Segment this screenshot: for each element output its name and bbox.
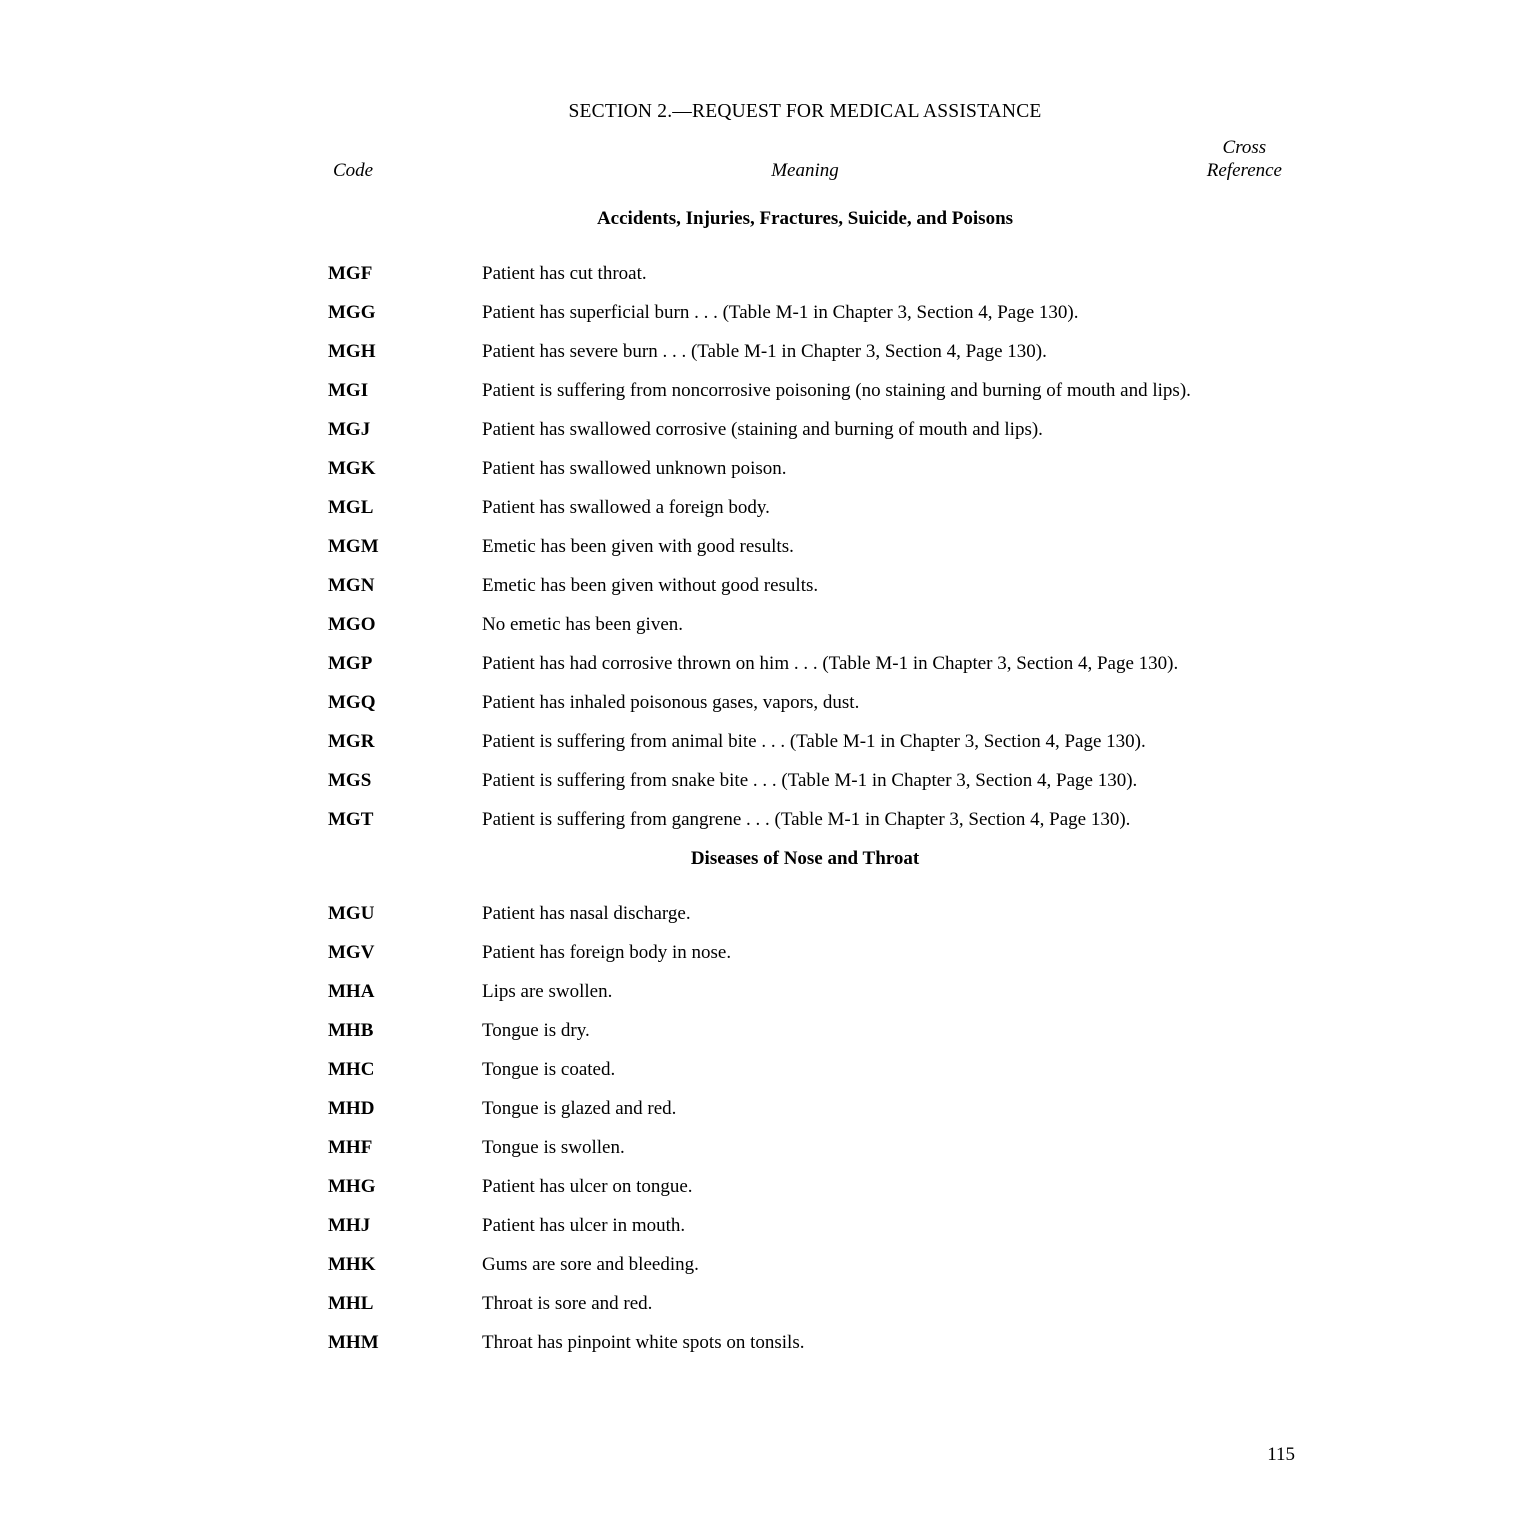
meaning-cell: Patient has foreign body in nose. — [482, 942, 732, 963]
code-cell: MGN — [328, 575, 375, 596]
meaning-cell: Patient is suffering from snake bite . . . (Table M-1 in Chapter 3, Section 4, Page 130). — [482, 770, 1138, 791]
table-row — [328, 1059, 1282, 1081]
meaning-cell: Patient has had corrosive thrown on him . . . (Table M-1 in Chapter 3, Section 4, Page 130). — [482, 653, 1179, 674]
table-row — [328, 1332, 1282, 1354]
meaning-cell: Emetic has been given with good results. — [482, 536, 794, 557]
code-cell: MHC — [328, 1059, 375, 1080]
meaning-cell: Patient has ulcer in mouth. — [482, 1215, 686, 1236]
code-cell: MGM — [328, 536, 379, 557]
table-row — [328, 981, 1282, 1003]
table-row — [328, 1098, 1282, 1120]
table-row — [328, 1293, 1282, 1315]
code-cell: MGI — [328, 380, 369, 401]
meaning-column-header: Meaning — [771, 160, 839, 181]
code-cell: MGS — [328, 770, 372, 791]
table-row — [328, 419, 1282, 441]
code-cell: MGJ — [328, 419, 371, 440]
section-rows — [328, 263, 1282, 831]
meaning-cell: Patient has swallowed corrosive (staining and burning of mouth and lips). — [482, 419, 1043, 440]
meaning-cell: No emetic has been given. — [482, 614, 684, 635]
table-row — [328, 341, 1282, 363]
code-cell: MGR — [328, 731, 375, 752]
meaning-cell: Tongue is glazed and red. — [482, 1098, 677, 1119]
code-cell: MHL — [328, 1293, 374, 1314]
code-cell: MHJ — [328, 1215, 371, 1236]
meaning-cell: Patient has inhaled poisonous gases, vapors, dust. — [482, 692, 860, 713]
table-row — [328, 1215, 1282, 1237]
code-cell: MHM — [328, 1332, 379, 1353]
meaning-cell: Patient has swallowed a foreign body. — [482, 497, 770, 518]
section-heading: Diseases of Nose and Throat — [690, 848, 920, 869]
code-cell: MGU — [328, 903, 375, 924]
code-cell: MGG — [328, 302, 376, 323]
code-cell: MGP — [328, 653, 373, 674]
code-cell: MGV — [328, 942, 375, 963]
table-row — [328, 1137, 1282, 1159]
meaning-cell: Patient is suffering from gangrene . . . (Table M-1 in Chapter 3, Section 4, Page 130). — [482, 809, 1131, 830]
meaning-cell: Gums are sore and bleeding. — [482, 1254, 699, 1275]
meaning-cell: Patient is suffering from animal bite . . . (Table M-1 in Chapter 3, Section 4, Page 130). — [482, 731, 1146, 752]
code-cell: MGO — [328, 614, 376, 635]
page-number: 115 — [1267, 1444, 1295, 1465]
code-cell: MGF — [328, 263, 373, 284]
code-cell: MHG — [328, 1176, 376, 1197]
meaning-cell: Lips are swollen. — [482, 981, 613, 1002]
table-row — [328, 653, 1282, 675]
table-row — [328, 614, 1282, 636]
table-row — [328, 731, 1282, 753]
column-headers — [328, 136, 1282, 182]
code-section — [328, 208, 1282, 831]
section-heading: Accidents, Injuries, Fractures, Suicide, and Poisons — [596, 208, 1014, 229]
table-row — [328, 1254, 1282, 1276]
meaning-cell: Patient has severe burn . . . (Table M-1 in Chapter 3, Section 4, Page 130). — [482, 341, 1047, 362]
meaning-cell: Patient has nasal discharge. — [482, 903, 691, 924]
code-cell: MGT — [328, 809, 374, 830]
meaning-cell: Tongue is coated. — [482, 1059, 616, 1080]
code-cell: MHD — [328, 1098, 375, 1119]
meaning-cell: Patient is suffering from noncorrosive poisoning (no staining and burning of mouth and lips). — [482, 380, 1191, 401]
code-section — [328, 848, 1282, 1354]
code-cell: MHB — [328, 1020, 374, 1041]
table-row — [328, 692, 1282, 714]
meaning-cell: Tongue is dry. — [482, 1020, 590, 1041]
cross-reference-column-header — [1207, 136, 1282, 182]
table-row — [328, 942, 1282, 964]
meaning-cell: Emetic has been given without good results. — [482, 575, 819, 596]
meaning-cell: Throat has pinpoint white spots on tonsils. — [482, 1332, 805, 1353]
page-title: SECTION 2.—REQUEST FOR MEDICAL ASSISTANCE — [568, 101, 1042, 122]
table-row — [328, 380, 1282, 402]
code-cell: MHK — [328, 1254, 376, 1275]
table-row — [328, 1176, 1282, 1198]
table-row — [328, 903, 1282, 925]
table-row — [328, 1020, 1282, 1042]
meaning-cell: Patient has swallowed unknown poison. — [482, 458, 787, 479]
table-row — [328, 302, 1282, 324]
meaning-cell: Patient has cut throat. — [482, 263, 647, 284]
meaning-cell: Throat is sore and red. — [482, 1293, 653, 1314]
table-row — [328, 458, 1282, 480]
table-row — [328, 575, 1282, 597]
code-column-header: Code — [333, 160, 374, 181]
cross-header-line1: Cross — [1222, 137, 1267, 158]
table-row — [328, 770, 1282, 792]
meaning-cell: Tongue is swollen. — [482, 1137, 625, 1158]
meaning-cell: Patient has superficial burn . . . (Table M-1 in Chapter 3, Section 4, Page 130). — [482, 302, 1079, 323]
code-cell: MHF — [328, 1137, 373, 1158]
code-cell: MGH — [328, 341, 376, 362]
table-row — [328, 536, 1282, 558]
meaning-cell: Patient has ulcer on tongue. — [482, 1176, 693, 1197]
page-content — [328, 0, 1282, 1354]
table-row — [328, 497, 1282, 519]
table-row — [328, 263, 1282, 285]
table-row — [328, 809, 1282, 831]
code-table — [328, 208, 1282, 1354]
section-rows — [328, 903, 1282, 1354]
code-cell: MGQ — [328, 692, 376, 713]
code-cell: MGL — [328, 497, 374, 518]
code-cell: MHA — [328, 981, 375, 1002]
cross-header-line2: Reference — [1206, 160, 1282, 181]
code-cell: MGK — [328, 458, 376, 479]
